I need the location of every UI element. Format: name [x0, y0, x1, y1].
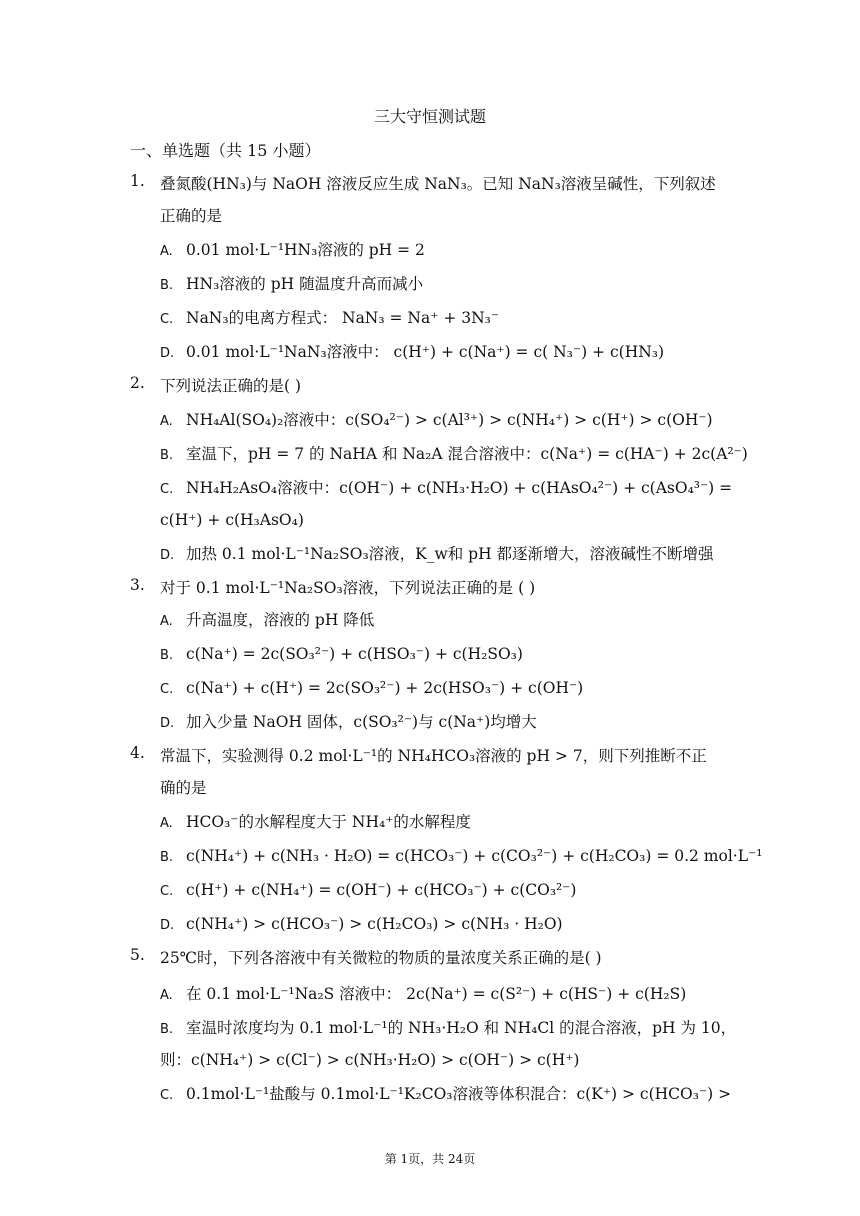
option-letter: C. — [160, 884, 174, 899]
line-text: 室温下，pH = 7 的 NaHA 和 Na₂A 混合溶液中：c(Na⁺) = c(HA⁻) + 2c(A²⁻) — [186, 445, 748, 463]
option-letter: C. — [160, 682, 174, 697]
option-letter: C. — [160, 1088, 174, 1103]
answer-option — [160, 1082, 731, 1108]
question-stem — [160, 744, 707, 768]
line-text: 则：c(NH₄⁺) > c(Cl⁻) > c(NH₃·H₂O) > c(OH⁻) > c(H⁺) — [160, 1051, 580, 1069]
answer-option — [160, 608, 374, 634]
line-text: 叠氮酸(HN₃)与 NaOH 溶液反应生成 NaN₃。已知 NaN₃溶液呈碱性，下列叙述 — [160, 175, 716, 193]
line-text: 确的是 — [160, 779, 207, 797]
option-letter: C. — [160, 482, 174, 497]
line-text: 下列说法正确的是( ) — [160, 377, 302, 395]
line-text: 室温时浓度均为 0.1 mol·L⁻¹的 NH₃·H₂O 和 NH₄Cl 的混合溶液，pH 为 10， — [186, 1019, 737, 1037]
page-footer: 第 1页，共 24页 — [384, 1152, 476, 1166]
option-letter: B. — [160, 1022, 174, 1037]
question-number: 5. — [130, 946, 145, 964]
option-letter: B. — [160, 278, 174, 293]
question-stem — [160, 374, 301, 398]
question-stem — [160, 946, 602, 970]
question-stem — [160, 576, 535, 600]
line-text: NH₄Al(SO₄)₂溶液中：c(SO₄²⁻) > c(Al³⁺) > c(NH₄⁺) > c(H⁺) > c(OH⁻) — [186, 411, 713, 429]
option-letter: B. — [160, 648, 174, 663]
answer-option — [160, 844, 762, 870]
answer-option — [160, 878, 576, 904]
line-text: NH₄H₂AsO₄溶液中：c(OH⁻) + c(NH₃·H₂O) + c(HAsO₄²⁻) + c(AsO₄³⁻) = — [186, 479, 733, 497]
line-text: 常温下，实验测得 0.2 mol·L⁻¹的 NH₄HCO₃溶液的 pH > 7，则下列推断不正 — [160, 747, 707, 765]
option-letter: B. — [160, 850, 174, 865]
answer-option — [160, 238, 425, 264]
question-number: 1. — [130, 172, 145, 190]
answer-option — [160, 982, 686, 1008]
option-letter: D. — [160, 918, 175, 933]
section-heading: 一、单选题（共 15 小题） — [130, 141, 321, 160]
option-letter: B. — [160, 448, 174, 463]
line-text: 在 0.1 mol·L⁻¹Na₂S 溶液中： 2c(Na⁺) = c(S²⁻) + c(HS⁻) + c(H₂S) — [186, 985, 687, 1003]
question-number: 2. — [130, 374, 145, 392]
line-text: 25℃时，下列各溶液中有关微粒的物质的量浓度关系正确的是( ) — [160, 949, 602, 967]
answer-option — [160, 642, 523, 668]
line-text: 加热 0.1 mol·L⁻¹Na₂SO₃溶液，K_w和 pH 都逐渐增大，溶液碱性不断增强 — [186, 545, 714, 563]
line-text: 0.01 mol·L⁻¹NaN₃溶液中： c(H⁺) + c(Na⁺) = c( N₃⁻) + c(HN₃) — [186, 343, 665, 361]
option-letter: D. — [160, 716, 175, 731]
line-text: 升高温度，溶液的 pH 降低 — [186, 611, 375, 629]
line-text: 0.01 mol·L⁻¹HN₃溶液的 pH = 2 — [186, 241, 425, 259]
line-text: c(H⁺) + c(H₃AsO₄) — [160, 511, 304, 529]
question-stem — [160, 172, 716, 196]
option-letter: A. — [160, 414, 173, 429]
option-letter: C. — [160, 312, 174, 327]
line-text: c(H⁺) + c(NH₄⁺) = c(OH⁻) + c(HCO₃⁻) + c(CO₃²⁻) — [186, 881, 577, 899]
line-text: HN₃溶液的 pH 随温度升高而减小 — [186, 275, 424, 293]
question-number: 3. — [130, 576, 145, 594]
option-letter: A. — [160, 816, 173, 831]
line-text: c(NH₄⁺) + c(NH₃ · H₂O) = c(HCO₃⁻) + c(CO₃²⁻) + c(H₂CO₃) = 0.2 mol·L⁻¹ — [186, 847, 763, 865]
answer-option — [160, 542, 714, 568]
answer-option — [160, 476, 732, 502]
question-continuation — [160, 776, 207, 800]
option-letter: D. — [160, 346, 175, 361]
question-number: 4. — [130, 744, 145, 762]
question-continuation — [160, 1048, 579, 1072]
option-letter: A. — [160, 244, 173, 259]
option-letter: D. — [160, 548, 175, 563]
line-text: HCO₃⁻的水解程度大于 NH₄⁺的水解程度 — [186, 813, 471, 831]
line-text: c(NH₄⁺) > c(HCO₃⁻) > c(H₂CO₃) > c(NH₃ · H₂O) — [186, 915, 563, 933]
line-text: NaN₃的电离方程式： NaN₃ = Na⁺ + 3N₃⁻ — [186, 309, 500, 327]
page-title: 三大守恒测试题 — [373, 107, 486, 126]
answer-option — [160, 340, 664, 366]
option-letter: A. — [160, 614, 173, 629]
question-continuation — [160, 508, 304, 532]
answer-option — [160, 810, 471, 836]
question-continuation — [160, 204, 222, 228]
line-text: c(Na⁺) = 2c(SO₃²⁻) + c(HSO₃⁻) + c(H₂SO₃) — [186, 645, 523, 663]
option-letter: A. — [160, 988, 173, 1003]
line-text: 对于 0.1 mol·L⁻¹Na₂SO₃溶液，下列说法正确的是 ( ) — [160, 579, 536, 597]
answer-option — [160, 1016, 736, 1042]
answer-option — [160, 272, 423, 298]
answer-option — [160, 676, 583, 702]
line-text: c(Na⁺) + c(H⁺) = 2c(SO₃²⁻) + 2c(HSO₃⁻) + c(OH⁻) — [186, 679, 584, 697]
answer-option — [160, 306, 499, 332]
answer-option — [160, 912, 563, 938]
answer-option — [160, 408, 713, 434]
line-text: 加入少量 NaOH 固体，c(SO₃²⁻)与 c(Na⁺)均增大 — [186, 713, 537, 731]
line-text: 0.1mol·L⁻¹盐酸与 0.1mol·L⁻¹K₂CO₃溶液等体积混合：c(K⁺) > c(HCO₃⁻) > — [186, 1085, 732, 1103]
answer-option — [160, 442, 748, 468]
line-text: 正确的是 — [160, 207, 223, 225]
answer-option — [160, 710, 537, 736]
